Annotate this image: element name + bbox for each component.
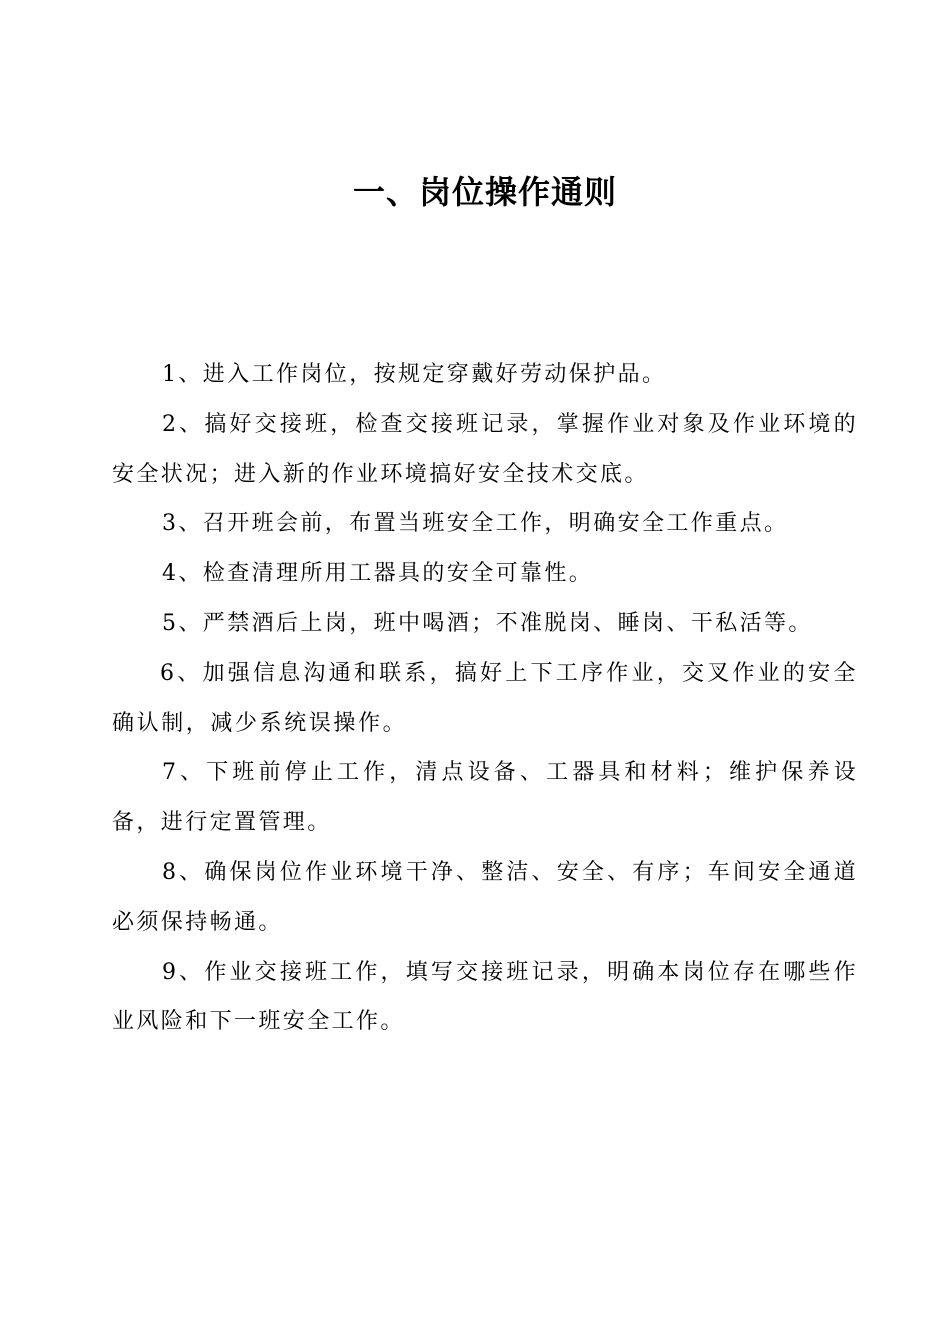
rules-list xyxy=(112,350,858,1047)
rule-paragraph-3: 3、召开班会前，布置当班安全工作，明确安全工作重点。 xyxy=(162,511,789,537)
rule-paragraph-2: 2、搞好交接班，检查交接班记录，掌握作业对象及作业环境的安全状况；进入新的作业环境搞好安全技术交底。 xyxy=(112,411,858,487)
rule-paragraph-5: 5、严禁酒后上岗，班中喝酒；不准脱岗、睡岗、干私活等。 xyxy=(162,610,813,636)
rule-paragraph-8: 8、确保岗位作业环境干净、整洁、安全、有序；车间安全通道必须保持畅通。 xyxy=(112,859,858,935)
page-title: 一、岗位操作通则 xyxy=(352,173,617,211)
rule-paragraph-7: 7、下班前停止工作，清点设备、工器具和材料；维护保养设备，进行定置管理。 xyxy=(112,760,858,836)
rule-paragraph-6: 6、加强信息沟通和联系，搞好上下工序作业，交叉作业的安全确认制，减少系统误操作。 xyxy=(112,660,858,736)
rule-paragraph-9: 9、作业交接班工作，填写交接班记录，明确本岗位存在哪些作业风险和下一班安全工作。 xyxy=(112,959,858,1035)
rule-paragraph-1: 1、进入工作岗位，按规定穿戴好劳动保护品。 xyxy=(162,362,667,387)
rule-paragraph-4: 4、检查清理所用工器具的安全可靠性。 xyxy=(162,561,594,587)
